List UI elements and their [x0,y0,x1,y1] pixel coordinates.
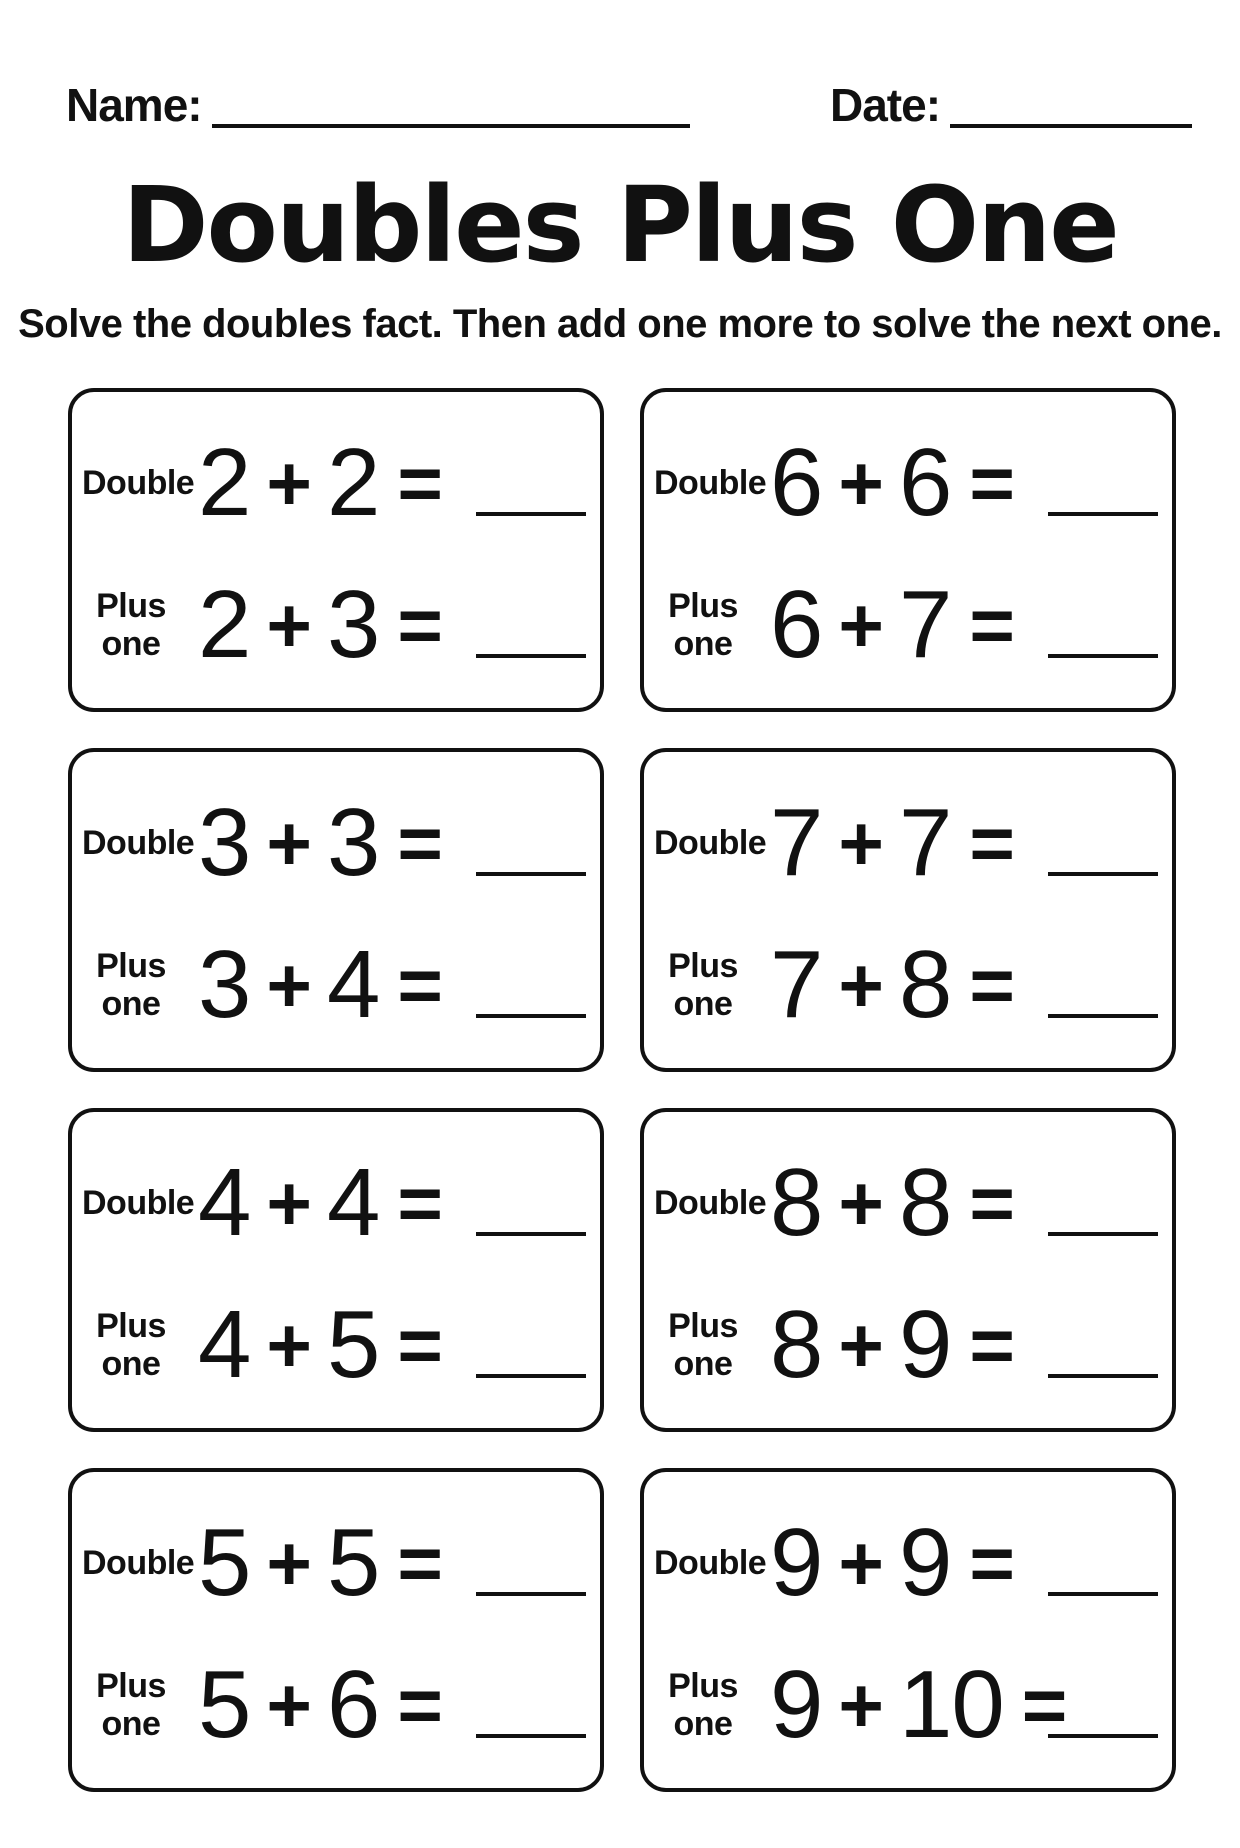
plus-one-label [86,587,176,663]
plus-one-label [658,947,748,1023]
plus-one-label-line2: one [673,1345,733,1383]
answer-blank[interactable] [476,1370,586,1378]
plus-one-label-line1: Plus [96,947,166,985]
double-label: Double [82,464,195,502]
answer-blank[interactable] [476,1730,586,1738]
addend-1: 6 [770,571,823,678]
equals-sign: = [397,941,442,1029]
addend-1: 2 [198,571,251,678]
problem-card [640,388,1176,712]
double-fact-row [644,788,1172,898]
double-fact-row [72,428,600,538]
equals-sign: = [397,439,442,527]
name-label: Name: [66,79,202,131]
problem-card [68,748,604,1072]
addend-2: 2 [326,429,380,536]
equals-sign: = [397,1159,442,1247]
addend-2: 8 [898,931,952,1038]
equation [770,1148,1014,1258]
problem-card [640,748,1176,1072]
answer-blank[interactable] [476,868,586,876]
instructions: Solve the doubles fact. Then add one more to solve the next one. [18,302,1222,346]
answer-blank[interactable] [1048,1228,1158,1236]
equation [770,1650,1066,1760]
equation [770,788,1014,898]
plus-sign: + [838,1661,883,1749]
equation [198,570,442,680]
double-fact-row [644,1148,1172,1258]
plus-one-label [658,587,748,663]
plus-one-fact-row [644,570,1172,680]
plus-sign: + [838,439,883,527]
double-fact-row [644,428,1172,538]
plus-sign: + [838,1519,883,1607]
addend-2: 7 [898,571,952,678]
addend-1: 7 [770,789,823,896]
plus-one-label [658,1307,748,1383]
plus-sign: + [266,799,311,887]
plus-one-fact-row [72,1290,600,1400]
addend-2: 5 [326,1509,380,1616]
plus-one-label-line1: Plus [96,1667,166,1705]
addend-2: 9 [898,1291,952,1398]
equation [198,1290,442,1400]
addend-1: 7 [770,931,823,1038]
double-fact-row [72,1508,600,1618]
plus-sign: + [266,1159,311,1247]
addend-1: 3 [198,931,251,1038]
double-label: Double [82,824,195,862]
plus-one-label-line2: one [101,625,161,663]
plus-one-label-line2: one [101,985,161,1023]
equation [198,930,442,1040]
equals-sign: = [969,1519,1014,1607]
problem-card [640,1108,1176,1432]
name-write-line[interactable] [212,84,690,128]
equals-sign: = [397,1661,442,1749]
problem-grid [68,388,1176,1792]
equation [770,1508,1014,1618]
problem-card [640,1468,1176,1792]
plus-one-label-line2: one [673,625,733,663]
date-field[interactable] [830,72,1192,131]
answer-blank[interactable] [476,508,586,516]
answer-blank[interactable] [1048,1370,1158,1378]
equation [198,788,442,898]
header-row [66,72,1176,132]
plus-one-label-line1: Plus [96,1307,166,1345]
addend-2: 6 [326,1651,380,1758]
equals-sign: = [397,1519,442,1607]
answer-blank[interactable] [1048,1730,1158,1738]
answer-blank[interactable] [1048,1588,1158,1596]
addend-2: 4 [326,1149,380,1256]
plus-one-label-line2: one [673,1705,733,1743]
answer-blank[interactable] [476,1228,586,1236]
problem-card [68,388,604,712]
equals-sign: = [969,941,1014,1029]
addend-2: 3 [326,789,380,896]
plus-sign: + [266,581,311,669]
plus-sign: + [266,1661,311,1749]
equation [770,1290,1014,1400]
plus-one-fact-row [72,570,600,680]
worksheet-title: Doubles Plus One [122,164,1118,286]
plus-one-label-line2: one [101,1705,161,1743]
equation [770,428,1014,538]
addend-2: 9 [898,1509,952,1616]
double-label: Double [82,1184,195,1222]
addend-2: 7 [898,789,952,896]
equals-sign: = [397,581,442,669]
problem-card [68,1468,604,1792]
answer-blank[interactable] [1048,868,1158,876]
plus-one-label-line1: Plus [668,947,738,985]
plus-sign: + [838,581,883,669]
double-label: Double [654,464,767,502]
plus-sign: + [266,1301,311,1389]
plus-sign: + [266,1519,311,1607]
equals-sign: = [969,581,1014,669]
equals-sign: = [969,799,1014,887]
plus-one-fact-row [644,1290,1172,1400]
plus-one-label-line1: Plus [668,587,738,625]
addend-1: 9 [770,1651,823,1758]
addend-1: 4 [198,1291,251,1398]
plus-one-fact-row [644,1650,1172,1760]
equals-sign: = [969,1159,1014,1247]
addend-1: 4 [198,1149,251,1256]
name-field[interactable] [66,72,690,131]
addend-2: 5 [326,1291,380,1398]
addend-2: 10 [898,1651,1004,1758]
plus-one-label-line2: one [673,985,733,1023]
equals-sign: = [969,439,1014,527]
plus-one-label-line1: Plus [668,1667,738,1705]
addend-1: 8 [770,1149,823,1256]
plus-one-fact-row [644,930,1172,1040]
plus-one-label [86,947,176,1023]
plus-sign: + [266,439,311,527]
double-label: Double [82,1544,195,1582]
answer-blank[interactable] [476,1588,586,1596]
plus-sign: + [838,941,883,1029]
equals-sign: = [1021,1661,1067,1749]
equation [198,1508,442,1618]
double-fact-row [644,1508,1172,1618]
double-label: Double [654,1544,767,1582]
addend-1: 3 [198,789,251,896]
double-label: Double [654,824,767,862]
date-write-line[interactable] [950,84,1192,128]
plus-sign: + [838,799,883,887]
equals-sign: = [969,1301,1014,1389]
addend-2: 4 [326,931,380,1038]
equation [198,1650,442,1760]
plus-sign: + [266,941,311,1029]
plus-sign: + [838,1159,883,1247]
addend-1: 9 [770,1509,823,1616]
answer-blank[interactable] [1048,650,1158,658]
answer-blank[interactable] [1048,508,1158,516]
equals-sign: = [397,799,442,887]
addend-1: 8 [770,1291,823,1398]
addend-2: 3 [326,571,380,678]
addend-1: 5 [198,1651,251,1758]
plus-one-label [86,1667,176,1743]
plus-one-label-line1: Plus [668,1307,738,1345]
plus-one-fact-row [72,1650,600,1760]
equation [198,428,442,538]
equals-sign: = [397,1301,442,1389]
addend-1: 5 [198,1509,251,1616]
addend-1: 6 [770,429,823,536]
plus-one-label-line2: one [101,1345,161,1383]
plus-sign: + [838,1301,883,1389]
plus-one-label-line1: Plus [96,587,166,625]
plus-one-label [86,1307,176,1383]
addend-1: 2 [198,429,251,536]
answer-blank[interactable] [1048,1010,1158,1018]
equation [770,570,1014,680]
answer-blank[interactable] [476,650,586,658]
problem-card [68,1108,604,1432]
addend-2: 8 [898,1149,952,1256]
plus-one-fact-row [72,930,600,1040]
answer-blank[interactable] [476,1010,586,1018]
addend-2: 6 [898,429,952,536]
plus-one-label [658,1667,748,1743]
double-label: Double [654,1184,767,1222]
equation [770,930,1014,1040]
double-fact-row [72,788,600,898]
date-label: Date: [830,79,941,131]
equation [198,1148,442,1258]
double-fact-row [72,1148,600,1258]
